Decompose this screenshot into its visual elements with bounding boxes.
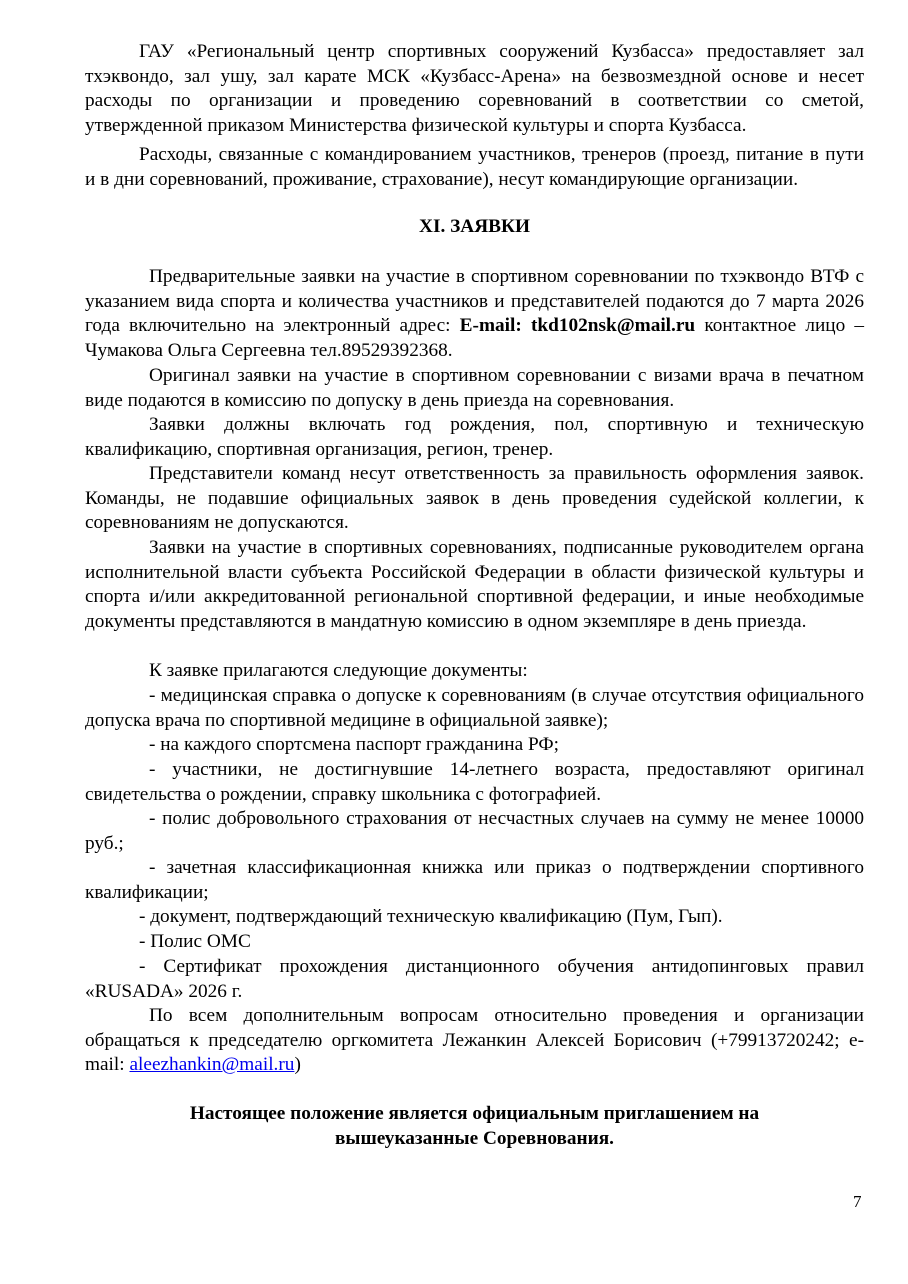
page-number: 7 (853, 1192, 862, 1211)
contact-email-link[interactable]: aleezhankin@mail.ru (129, 1054, 295, 1076)
document-item-3: - участники, не достигнувшие 14-летнего возраста, предоставляют оригинал свидетельства о рождении, справку школьника с фотографией. (85, 759, 864, 805)
document-item-8: - Сертификат прохождения дистанционного обучения антидопинговых правил «RUSADA» 2026 г. (85, 956, 864, 1002)
document-item-2: - на каждого спортсмена паспорт гражданина РФ; (149, 734, 559, 755)
contact-paragraph (85, 1004, 864, 1078)
closing-line-1: Настоящее положение является официальным приглашением на (189, 1103, 760, 1124)
email-label: E-mail: (459, 315, 522, 337)
intro-paragraph-2: Расходы, связанные с командированием участников, тренеров (проезд, питание в пути и в дни соревнований, проживание, страхование), несут командирующие организации. (85, 144, 864, 190)
document-item-1: - медицинская справка о допуске к соревнованиям (в случае отсутствия официального допуска врача по спортивной медицине в официальной заявке); (85, 685, 864, 731)
contact-text: По всем дополнительным вопросам относительно проведения и организации обращаться к председателю оргкомитета Лежанкин Алексей Борисович (+79913720242; e-mail: (85, 1005, 864, 1076)
applications-paragraph-1 (85, 265, 864, 363)
contact-person: контактное лицо – Чумакова Ольга Сергеевна тел.89529392368. (85, 315, 865, 361)
applications-paragraph-4: Представители команд несут ответственность за правильность оформления заявок. Команды, не подавшие официальных заявок в день проведения судейской коллегии, к соревнованиям не допускаются. (85, 463, 864, 534)
intro-paragraph-1: ГАУ «Региональный центр спортивных сооружений Кузбасса» предоставляет зал тхэквондо, зал ушу, зал карате МСК «Кузбасс-Арена» на безвозмездной основе и несет расходы по организации и проведению соревнований в соответствии со сметой, утвержденной приказом Министерства физической культуры и спорта Кузбасса. (85, 41, 864, 136)
document-item-4: - полис добровольного страхования от несчастных случаев на сумму не менее 10000 руб.; (85, 808, 864, 854)
document-item-6: - документ, подтверждающий техническую квалификацию (Пум, Гып). (139, 906, 723, 927)
applications-email[interactable]: tkd102nsk@mail.ru (530, 315, 696, 337)
section-title: XI. ЗАЯВКИ (419, 216, 530, 237)
document-item-5: - зачетная классификационная книжка или приказ о подтверждении спортивного квалификации; (85, 857, 864, 903)
documents-intro: К заявке прилагаются следующие документы: (149, 660, 528, 681)
applications-paragraph-1-text: Предварительные заявки на участие в спортивном соревновании по тхэквондо ВТФ с указанием вида спорта и количества участников и представителей подаются до 7 марта 2026 года включительно на электронный адрес: (85, 266, 864, 337)
applications-paragraph-5: Заявки на участие в спортивных соревнованиях, подписанные руководителем органа исполнительной власти субъекта Российской Федерации в области физической культуры и спорта и/или аккредитованной региональной спортивной федерации, и иные необходимые документы представляются в мандатную комиссию в одном экземпляре в день приезда. (85, 537, 864, 632)
applications-paragraph-2: Оригинал заявки на участие в спортивном соревновании с визами врача в печатном виде подаются в комиссию по допуску в день приезда на соревнования. (85, 365, 864, 411)
applications-paragraph-3: Заявки должны включать год рождения, пол, спортивную и техническую квалификацию, спортивная организация, регион, тренер. (85, 414, 864, 460)
contact-close: ) (294, 1054, 301, 1076)
closing-statement (85, 1102, 864, 1151)
document-item-7: - Полис ОМС (139, 931, 251, 952)
closing-line-2: вышеуказанные Соревнования. (334, 1127, 614, 1149)
